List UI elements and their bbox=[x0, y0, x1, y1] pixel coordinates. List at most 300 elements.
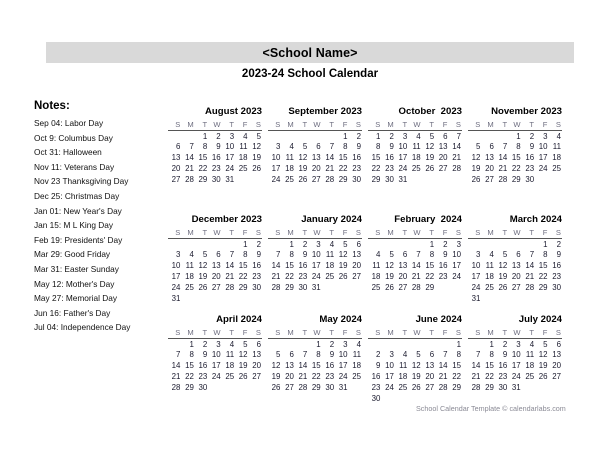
day-cell[interactable]: 17 bbox=[311, 261, 321, 271]
day-cell[interactable]: 16 bbox=[198, 361, 208, 371]
day-cell[interactable]: 23 bbox=[325, 372, 335, 382]
day-cell[interactable]: 5 bbox=[302, 142, 308, 152]
day-cell[interactable]: 16 bbox=[252, 261, 261, 271]
day-cell[interactable]: 22 bbox=[511, 164, 521, 174]
day-cell[interactable]: 30 bbox=[352, 174, 361, 184]
day-cell[interactable]: 10 bbox=[471, 261, 481, 271]
day-cell[interactable]: 4 bbox=[243, 131, 248, 141]
day-cell[interactable]: 1 bbox=[202, 131, 208, 141]
day-cell[interactable]: 2 bbox=[376, 350, 381, 360]
day-cell[interactable]: 6 bbox=[429, 350, 435, 360]
day-cell[interactable]: 12 bbox=[252, 142, 261, 152]
day-cell[interactable]: 24 bbox=[538, 164, 548, 174]
day-cell[interactable]: 3 bbox=[456, 239, 461, 249]
day-cell[interactable]: 4 bbox=[402, 350, 408, 360]
day-cell[interactable]: 20 bbox=[398, 272, 408, 282]
day-cell[interactable]: 25 bbox=[371, 282, 381, 292]
day-cell[interactable]: 21 bbox=[185, 164, 194, 174]
day-cell[interactable]: 20 bbox=[171, 164, 181, 174]
day-cell[interactable]: 19 bbox=[238, 361, 248, 371]
day-cell[interactable]: 7 bbox=[276, 250, 281, 260]
day-cell[interactable]: 12 bbox=[271, 361, 281, 371]
day-cell[interactable]: 1 bbox=[516, 131, 521, 141]
day-cell[interactable]: 14 bbox=[185, 153, 194, 163]
day-cell[interactable]: 24 bbox=[211, 372, 221, 382]
day-cell[interactable]: 28 bbox=[298, 382, 308, 392]
day-cell[interactable]: 11 bbox=[399, 361, 408, 371]
day-cell[interactable]: 16 bbox=[552, 261, 561, 271]
day-cell[interactable]: 7 bbox=[443, 350, 448, 360]
day-cell[interactable]: 12 bbox=[238, 350, 248, 360]
day-cell[interactable]: 7 bbox=[416, 250, 421, 260]
day-cell[interactable]: 25 bbox=[185, 282, 194, 292]
day-cell[interactable]: 15 bbox=[311, 361, 321, 371]
day-cell[interactable]: 14 bbox=[452, 142, 461, 152]
day-cell[interactable]: 18 bbox=[325, 261, 335, 271]
day-cell[interactable]: 27 bbox=[171, 174, 181, 184]
day-cell[interactable]: 20 bbox=[211, 272, 221, 282]
day-cell[interactable]: 14 bbox=[411, 261, 421, 271]
day-cell[interactable]: 22 bbox=[452, 372, 461, 382]
day-cell[interactable]: 13 bbox=[511, 261, 521, 271]
day-cell[interactable]: 5 bbox=[202, 250, 208, 260]
day-cell[interactable]: 8 bbox=[316, 350, 321, 360]
day-cell[interactable]: 28 bbox=[171, 382, 181, 392]
day-cell[interactable]: 27 bbox=[485, 174, 494, 184]
day-cell[interactable]: 30 bbox=[385, 174, 394, 184]
day-cell[interactable]: 1 bbox=[316, 339, 321, 349]
day-cell[interactable]: 19 bbox=[198, 272, 208, 282]
day-cell[interactable]: 6 bbox=[176, 142, 181, 152]
day-cell[interactable]: 3 bbox=[389, 350, 394, 360]
day-cell[interactable]: 15 bbox=[425, 261, 435, 271]
day-cell[interactable]: 17 bbox=[171, 272, 181, 282]
day-cell[interactable]: 16 bbox=[298, 261, 308, 271]
day-cell[interactable]: 14 bbox=[325, 153, 335, 163]
day-cell[interactable]: 21 bbox=[525, 272, 535, 282]
day-cell[interactable]: 8 bbox=[189, 350, 194, 360]
day-cell[interactable]: 1 bbox=[489, 339, 494, 349]
day-cell[interactable]: 1 bbox=[376, 131, 381, 141]
day-cell[interactable]: 13 bbox=[211, 261, 221, 271]
day-cell[interactable]: 27 bbox=[425, 382, 435, 392]
day-cell[interactable]: 5 bbox=[543, 339, 548, 349]
day-cell[interactable]: 31 bbox=[225, 174, 235, 184]
day-cell[interactable]: 3 bbox=[543, 131, 548, 141]
day-cell[interactable]: 6 bbox=[289, 350, 294, 360]
day-cell[interactable]: 2 bbox=[216, 131, 221, 141]
day-cell[interactable]: 25 bbox=[485, 282, 494, 292]
day-cell[interactable]: 2 bbox=[389, 131, 394, 141]
day-cell[interactable]: 23 bbox=[198, 372, 208, 382]
day-cell[interactable]: 13 bbox=[171, 153, 181, 163]
day-cell[interactable]: 4 bbox=[376, 250, 381, 260]
day-cell[interactable]: 7 bbox=[476, 350, 481, 360]
day-cell[interactable]: 18 bbox=[525, 361, 535, 371]
day-cell[interactable]: 21 bbox=[225, 272, 235, 282]
day-cell[interactable]: 4 bbox=[529, 339, 535, 349]
day-cell[interactable]: 25 bbox=[398, 382, 408, 392]
day-cell[interactable]: 24 bbox=[338, 372, 348, 382]
day-cell[interactable]: 3 bbox=[402, 131, 408, 141]
day-cell[interactable]: 1 bbox=[543, 239, 548, 249]
day-cell[interactable]: 30 bbox=[325, 382, 335, 392]
day-cell[interactable]: 26 bbox=[271, 382, 281, 392]
day-cell[interactable]: 10 bbox=[271, 153, 281, 163]
day-cell[interactable]: 3 bbox=[316, 239, 321, 249]
day-cell[interactable]: 19 bbox=[471, 164, 481, 174]
day-cell[interactable]: 12 bbox=[425, 142, 435, 152]
day-cell[interactable]: 28 bbox=[271, 282, 281, 292]
day-cell[interactable]: 14 bbox=[225, 261, 235, 271]
day-cell[interactable]: 11 bbox=[525, 350, 535, 360]
day-cell[interactable]: 6 bbox=[356, 239, 361, 249]
day-cell[interactable]: 16 bbox=[325, 361, 335, 371]
day-cell[interactable]: 30 bbox=[252, 282, 261, 292]
day-cell[interactable]: 14 bbox=[438, 361, 448, 371]
day-cell[interactable]: 15 bbox=[338, 153, 348, 163]
day-cell[interactable]: 9 bbox=[302, 250, 308, 260]
day-cell[interactable]: 24 bbox=[171, 282, 181, 292]
day-cell[interactable]: 10 bbox=[171, 261, 181, 271]
day-cell[interactable]: 10 bbox=[311, 250, 321, 260]
day-cell[interactable]: 15 bbox=[538, 261, 548, 271]
day-cell[interactable]: 20 bbox=[552, 361, 561, 371]
day-cell[interactable]: 11 bbox=[185, 261, 194, 271]
day-cell[interactable]: 22 bbox=[238, 272, 248, 282]
day-cell[interactable]: 29 bbox=[311, 382, 321, 392]
day-cell[interactable]: 26 bbox=[198, 282, 208, 292]
day-cell[interactable]: 15 bbox=[185, 361, 194, 371]
day-cell[interactable]: 20 bbox=[352, 261, 361, 271]
day-cell[interactable]: 27 bbox=[352, 272, 361, 282]
day-cell[interactable]: 17 bbox=[271, 164, 281, 174]
day-cell[interactable]: 12 bbox=[498, 261, 508, 271]
day-cell[interactable]: 2 bbox=[556, 239, 561, 249]
day-cell[interactable]: 4 bbox=[329, 239, 335, 249]
day-cell[interactable]: 28 bbox=[185, 174, 194, 184]
day-cell[interactable]: 8 bbox=[489, 350, 494, 360]
day-cell[interactable]: 14 bbox=[525, 261, 535, 271]
day-cell[interactable]: 5 bbox=[276, 350, 281, 360]
day-cell[interactable]: 6 bbox=[556, 339, 561, 349]
day-cell[interactable]: 9 bbox=[256, 250, 261, 260]
day-cell[interactable]: 2 bbox=[256, 239, 261, 249]
day-cell[interactable]: 6 bbox=[489, 142, 494, 152]
day-cell[interactable]: 19 bbox=[498, 272, 508, 282]
day-cell[interactable]: 20 bbox=[311, 164, 321, 174]
day-cell[interactable]: 22 bbox=[198, 164, 208, 174]
day-cell[interactable]: 6 bbox=[256, 339, 261, 349]
day-cell[interactable]: 25 bbox=[225, 372, 235, 382]
day-cell[interactable]: 31 bbox=[511, 382, 521, 392]
day-cell[interactable]: 26 bbox=[252, 164, 261, 174]
day-cell[interactable]: 13 bbox=[352, 250, 361, 260]
day-cell[interactable]: 9 bbox=[389, 142, 394, 152]
day-cell[interactable]: 19 bbox=[338, 261, 348, 271]
day-cell[interactable]: 11 bbox=[225, 350, 235, 360]
day-cell[interactable]: 6 bbox=[316, 142, 321, 152]
day-cell[interactable]: 22 bbox=[425, 272, 435, 282]
day-cell[interactable]: 28 bbox=[471, 382, 481, 392]
day-cell[interactable]: 7 bbox=[189, 142, 194, 152]
day-cell[interactable]: 3 bbox=[229, 131, 235, 141]
day-cell[interactable]: 22 bbox=[338, 164, 348, 174]
day-cell[interactable]: 22 bbox=[371, 164, 381, 174]
day-cell[interactable]: 29 bbox=[485, 382, 494, 392]
day-cell[interactable]: 5 bbox=[389, 250, 394, 260]
day-cell[interactable]: 19 bbox=[411, 372, 421, 382]
day-cell[interactable]: 1 bbox=[189, 339, 194, 349]
day-cell[interactable]: 8 bbox=[289, 250, 294, 260]
day-cell[interactable]: 4 bbox=[229, 339, 235, 349]
day-cell[interactable]: 8 bbox=[516, 142, 521, 152]
day-cell[interactable]: 9 bbox=[376, 361, 381, 371]
day-cell[interactable]: 24 bbox=[398, 164, 408, 174]
day-cell[interactable]: 2 bbox=[329, 339, 335, 349]
day-cell[interactable]: 17 bbox=[511, 361, 521, 371]
day-cell[interactable]: 5 bbox=[502, 250, 508, 260]
day-cell[interactable]: 17 bbox=[211, 361, 221, 371]
day-cell[interactable]: 14 bbox=[271, 261, 281, 271]
day-cell[interactable]: 29 bbox=[185, 382, 194, 392]
day-cell[interactable]: 11 bbox=[485, 261, 494, 271]
day-cell[interactable]: 26 bbox=[538, 372, 548, 382]
day-cell[interactable]: 16 bbox=[438, 261, 448, 271]
day-cell[interactable]: 17 bbox=[471, 272, 481, 282]
day-cell[interactable]: 8 bbox=[543, 250, 548, 260]
day-cell[interactable]: 7 bbox=[529, 250, 535, 260]
day-cell[interactable]: 30 bbox=[498, 382, 508, 392]
day-cell[interactable]: 26 bbox=[471, 174, 481, 184]
day-cell[interactable]: 19 bbox=[271, 372, 281, 382]
day-cell[interactable]: 29 bbox=[538, 282, 548, 292]
day-cell[interactable]: 4 bbox=[489, 250, 494, 260]
day-cell[interactable]: 11 bbox=[372, 261, 381, 271]
day-cell[interactable]: 18 bbox=[285, 164, 294, 174]
day-cell[interactable]: 27 bbox=[438, 164, 448, 174]
day-cell[interactable]: 27 bbox=[398, 282, 408, 292]
day-cell[interactable]: 3 bbox=[476, 250, 481, 260]
day-cell[interactable]: 18 bbox=[398, 372, 408, 382]
day-cell[interactable]: 7 bbox=[229, 250, 235, 260]
day-cell[interactable]: 20 bbox=[425, 372, 435, 382]
day-cell[interactable]: 9 bbox=[556, 250, 561, 260]
day-cell[interactable]: 25 bbox=[411, 164, 421, 174]
day-cell[interactable]: 26 bbox=[425, 164, 435, 174]
day-cell[interactable]: 21 bbox=[498, 164, 508, 174]
day-cell[interactable]: 24 bbox=[511, 372, 521, 382]
day-cell[interactable]: 9 bbox=[216, 142, 221, 152]
day-cell[interactable]: 30 bbox=[525, 174, 535, 184]
day-cell[interactable]: 28 bbox=[411, 282, 421, 292]
day-cell[interactable]: 8 bbox=[343, 142, 348, 152]
day-cell[interactable]: 7 bbox=[302, 350, 308, 360]
day-cell[interactable]: 10 bbox=[338, 350, 348, 360]
day-cell[interactable]: 10 bbox=[211, 350, 221, 360]
day-cell[interactable]: 15 bbox=[198, 153, 208, 163]
day-cell[interactable]: 13 bbox=[552, 350, 561, 360]
day-cell[interactable]: 3 bbox=[216, 339, 221, 349]
day-cell[interactable]: 7 bbox=[456, 131, 461, 141]
day-cell[interactable]: 25 bbox=[285, 174, 294, 184]
day-cell[interactable]: 3 bbox=[176, 250, 181, 260]
day-cell[interactable]: 13 bbox=[398, 261, 408, 271]
day-cell[interactable]: 17 bbox=[338, 361, 348, 371]
day-cell[interactable]: 28 bbox=[438, 382, 448, 392]
day-cell[interactable]: 6 bbox=[443, 131, 448, 141]
day-cell[interactable]: 19 bbox=[252, 153, 261, 163]
day-cell[interactable]: 27 bbox=[252, 372, 261, 382]
day-cell[interactable]: 18 bbox=[485, 272, 494, 282]
day-cell[interactable]: 13 bbox=[311, 153, 321, 163]
day-cell[interactable]: 24 bbox=[225, 164, 235, 174]
day-cell[interactable]: 13 bbox=[425, 361, 435, 371]
day-cell[interactable]: 22 bbox=[285, 272, 294, 282]
day-cell[interactable]: 29 bbox=[425, 282, 435, 292]
day-cell[interactable]: 18 bbox=[411, 153, 421, 163]
day-cell[interactable]: 1 bbox=[243, 239, 248, 249]
day-cell[interactable]: 2 bbox=[502, 339, 508, 349]
day-cell[interactable]: 19 bbox=[425, 153, 435, 163]
day-cell[interactable]: 26 bbox=[498, 282, 508, 292]
day-cell[interactable]: 3 bbox=[343, 339, 348, 349]
day-cell[interactable]: 23 bbox=[352, 164, 361, 174]
day-cell[interactable]: 4 bbox=[556, 131, 561, 141]
day-cell[interactable]: 3 bbox=[276, 142, 281, 152]
day-cell[interactable]: 18 bbox=[371, 272, 381, 282]
day-cell[interactable]: 1 bbox=[456, 339, 461, 349]
day-cell[interactable]: 29 bbox=[238, 282, 248, 292]
day-cell[interactable]: 20 bbox=[511, 272, 521, 282]
day-cell[interactable]: 18 bbox=[225, 361, 235, 371]
day-cell[interactable]: 13 bbox=[252, 350, 261, 360]
day-cell[interactable]: 31 bbox=[471, 293, 481, 303]
day-cell[interactable]: 17 bbox=[225, 153, 235, 163]
day-cell[interactable]: 5 bbox=[429, 131, 435, 141]
day-cell[interactable]: 12 bbox=[411, 361, 421, 371]
day-cell[interactable]: 12 bbox=[385, 261, 394, 271]
day-cell[interactable]: 15 bbox=[285, 261, 294, 271]
day-cell[interactable]: 30 bbox=[198, 382, 208, 392]
day-cell[interactable]: 5 bbox=[476, 142, 481, 152]
day-cell[interactable]: 18 bbox=[238, 153, 248, 163]
day-cell[interactable]: 21 bbox=[411, 272, 421, 282]
day-cell[interactable]: 4 bbox=[356, 339, 361, 349]
day-cell[interactable]: 25 bbox=[525, 372, 535, 382]
day-cell[interactable]: 17 bbox=[452, 261, 461, 271]
day-cell[interactable]: 7 bbox=[176, 350, 181, 360]
day-cell[interactable]: 23 bbox=[252, 272, 261, 282]
day-cell[interactable]: 8 bbox=[429, 250, 435, 260]
day-cell[interactable]: 31 bbox=[311, 282, 321, 292]
day-cell[interactable]: 29 bbox=[285, 282, 294, 292]
day-cell[interactable]: 19 bbox=[298, 164, 308, 174]
day-cell[interactable]: 28 bbox=[325, 174, 335, 184]
day-cell[interactable]: 9 bbox=[529, 142, 535, 152]
day-cell[interactable]: 7 bbox=[329, 142, 335, 152]
day-cell[interactable]: 24 bbox=[471, 282, 481, 292]
day-cell[interactable]: 5 bbox=[256, 131, 261, 141]
day-cell[interactable]: 31 bbox=[171, 293, 181, 303]
day-cell[interactable]: 4 bbox=[416, 131, 421, 141]
day-cell[interactable]: 2 bbox=[302, 239, 308, 249]
day-cell[interactable]: 28 bbox=[525, 282, 535, 292]
day-cell[interactable]: 4 bbox=[289, 142, 294, 152]
day-cell[interactable]: 8 bbox=[202, 142, 208, 152]
day-cell[interactable]: 2 bbox=[529, 131, 535, 141]
day-cell[interactable]: 8 bbox=[243, 250, 248, 260]
day-cell[interactable]: 24 bbox=[271, 174, 281, 184]
day-cell[interactable]: 28 bbox=[498, 174, 508, 184]
day-cell[interactable]: 21 bbox=[325, 164, 335, 174]
day-cell[interactable]: 26 bbox=[338, 272, 348, 282]
day-cell[interactable]: 30 bbox=[552, 282, 561, 292]
day-cell[interactable]: 13 bbox=[438, 142, 448, 152]
day-cell[interactable]: 16 bbox=[352, 153, 361, 163]
day-cell[interactable]: 24 bbox=[385, 382, 394, 392]
day-cell[interactable]: 1 bbox=[289, 239, 294, 249]
day-cell[interactable]: 2 bbox=[356, 131, 361, 141]
day-cell[interactable]: 29 bbox=[511, 174, 521, 184]
day-cell[interactable]: 30 bbox=[298, 282, 308, 292]
day-cell[interactable]: 23 bbox=[498, 372, 508, 382]
day-cell[interactable]: 9 bbox=[202, 350, 208, 360]
day-cell[interactable]: 30 bbox=[211, 174, 221, 184]
day-cell[interactable]: 21 bbox=[452, 153, 461, 163]
day-cell[interactable]: 27 bbox=[552, 372, 561, 382]
day-cell[interactable]: 29 bbox=[338, 174, 348, 184]
day-cell[interactable]: 14 bbox=[498, 153, 508, 163]
day-cell[interactable]: 1 bbox=[429, 239, 435, 249]
day-cell[interactable]: 11 bbox=[552, 142, 561, 152]
day-cell[interactable]: 12 bbox=[471, 153, 481, 163]
day-cell[interactable]: 3 bbox=[516, 339, 521, 349]
day-cell[interactable]: 6 bbox=[216, 250, 221, 260]
day-cell[interactable]: 30 bbox=[371, 393, 381, 403]
day-cell[interactable]: 9 bbox=[502, 350, 508, 360]
day-cell[interactable]: 17 bbox=[538, 153, 548, 163]
day-cell[interactable]: 20 bbox=[252, 361, 261, 371]
day-cell[interactable]: 15 bbox=[485, 361, 494, 371]
day-cell[interactable]: 20 bbox=[285, 372, 294, 382]
day-cell[interactable]: 8 bbox=[456, 350, 461, 360]
day-cell[interactable]: 21 bbox=[271, 272, 281, 282]
day-cell[interactable]: 25 bbox=[352, 372, 361, 382]
day-cell[interactable]: 22 bbox=[311, 372, 321, 382]
day-cell[interactable]: 18 bbox=[352, 361, 361, 371]
day-cell[interactable]: 23 bbox=[525, 164, 535, 174]
day-cell[interactable]: 4 bbox=[189, 250, 194, 260]
day-cell[interactable]: 2 bbox=[443, 239, 448, 249]
day-cell[interactable]: 27 bbox=[285, 382, 294, 392]
day-cell[interactable]: 1 bbox=[343, 131, 348, 141]
day-cell[interactable]: 13 bbox=[485, 153, 494, 163]
day-cell[interactable]: 24 bbox=[311, 272, 321, 282]
day-cell[interactable]: 16 bbox=[525, 153, 535, 163]
day-cell[interactable]: 15 bbox=[511, 153, 521, 163]
day-cell[interactable]: 23 bbox=[438, 272, 448, 282]
day-cell[interactable]: 21 bbox=[438, 372, 448, 382]
day-cell[interactable]: 9 bbox=[443, 250, 448, 260]
day-cell[interactable]: 21 bbox=[298, 372, 308, 382]
day-cell[interactable]: 10 bbox=[225, 142, 235, 152]
day-cell[interactable]: 15 bbox=[452, 361, 461, 371]
day-cell[interactable]: 15 bbox=[238, 261, 248, 271]
day-cell[interactable]: 12 bbox=[538, 350, 548, 360]
day-cell[interactable]: 10 bbox=[385, 361, 394, 371]
day-cell[interactable]: 10 bbox=[538, 142, 548, 152]
